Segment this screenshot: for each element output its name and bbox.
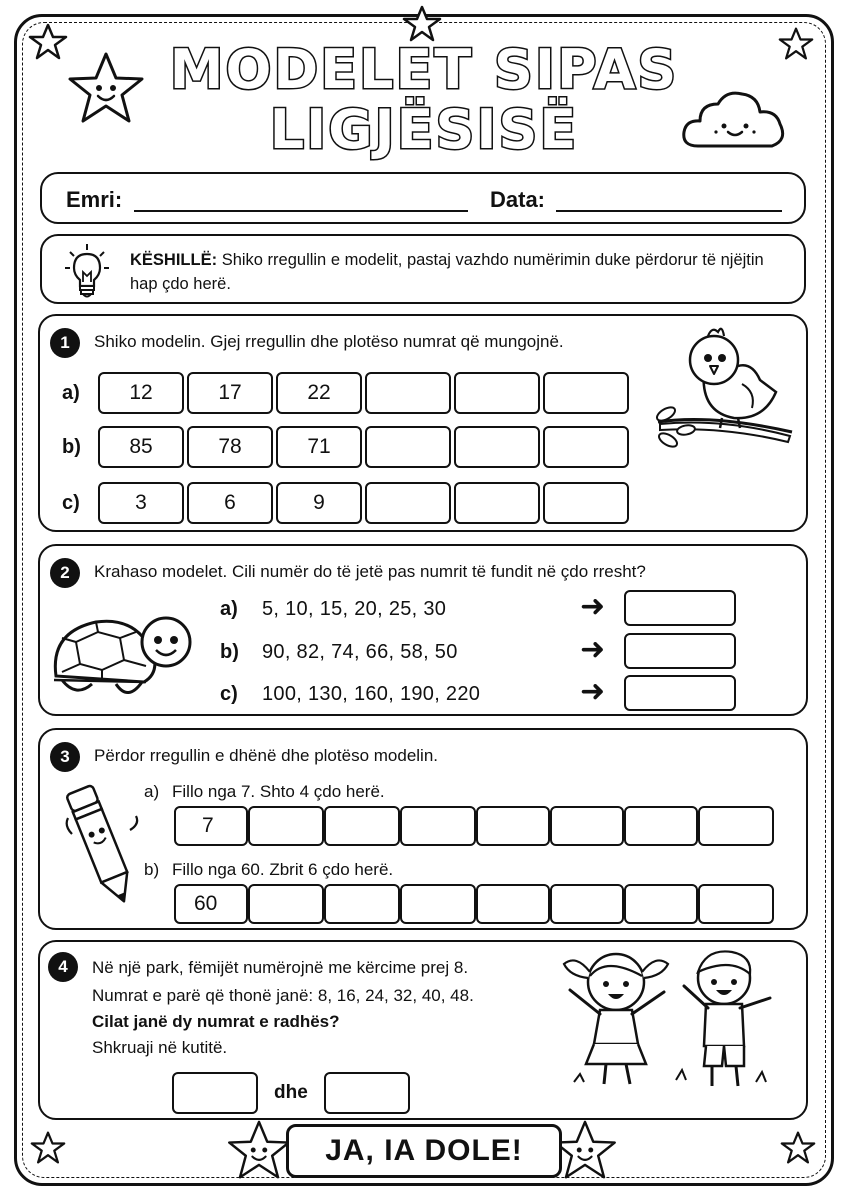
row-label: c) [220,683,238,705]
arrow-right-icon: ➜ [580,633,606,666]
answer-cell[interactable] [476,806,550,846]
part-label: b) [144,860,160,879]
name-field[interactable] [134,210,468,212]
start-cell: 60 [174,884,248,924]
pattern-cell: 85 [98,426,184,468]
answer-box[interactable] [172,1072,258,1114]
bird-illustration [652,322,800,458]
part-label: a) [144,782,160,801]
tip-body: Shiko rregullin e modelit, pastaj vazhdo numërimin duke përdorur të njëjtin hap çdo herë. [130,251,764,293]
number-sequence: 90, 82, 74, 66, 58, 50 [262,641,458,663]
answer-cell[interactable] [698,806,774,846]
answer-box[interactable] [624,675,736,711]
section-3 [38,728,808,930]
answer-box[interactable] [624,590,736,626]
section-number: 4 [48,952,78,982]
pattern-cell: 9 [276,482,362,524]
answer-cell[interactable] [476,884,550,924]
arrow-right-icon: ➜ [580,590,606,623]
pattern-cell: 3 [98,482,184,524]
star-icon [30,1130,66,1166]
pattern-cell: 78 [187,426,273,468]
answer-cell[interactable] [400,884,476,924]
row-label: c) [62,492,80,514]
section-2 [38,544,808,716]
pattern-cell: 71 [276,426,362,468]
star-icon [780,1130,816,1166]
problem-text: Shkruaji në kutitë. [92,1038,228,1057]
answer-cell[interactable] [624,884,698,924]
section-instruction: Shiko modelin. Gjej rregullin dhe plotëso numrat që mungojnë. [94,332,564,351]
answer-cell[interactable] [248,806,324,846]
lightbulb-icon [64,242,110,300]
answer-box[interactable] [624,633,736,669]
pattern-cell: 17 [187,372,273,414]
answer-cell[interactable] [698,884,774,924]
pattern-cell: 12 [98,372,184,414]
number-sequence: 100, 130, 160, 190, 220 [262,683,481,705]
answer-cell[interactable] [324,806,400,846]
problem-text: Në një park, fëmijët numërojnë me kërcime prej 8. [92,958,469,977]
row-label: b) [220,641,239,663]
answer-cell[interactable] [365,426,451,468]
row-label: a) [220,598,238,620]
start-cell: 7 [174,806,248,846]
smiling-star-icon [226,1118,292,1182]
date-field[interactable] [556,210,782,212]
problem-text: Numrat e parë që thonë janë: 8, 16, 24, 32, 40, 48. [92,986,474,1005]
pencil-illustration [60,782,146,912]
answer-box[interactable] [324,1072,410,1114]
section-number: 2 [50,558,80,588]
section-1 [38,314,808,532]
number-sequence: 5, 10, 15, 20, 25, 30 [262,598,447,620]
section-number: 1 [50,328,80,358]
answer-cell[interactable] [400,806,476,846]
answer-cell[interactable] [365,372,451,414]
answer-cell[interactable] [550,884,624,924]
congrats-banner: JA, IA DOLE! [286,1124,562,1178]
answer-cell[interactable] [543,426,629,468]
answer-cell[interactable] [454,372,540,414]
children-illustration [556,942,786,1098]
answer-cell[interactable] [248,884,324,924]
part-instruction: Fillo nga 7. Shto 4 çdo herë. [172,782,385,801]
row-label: b) [62,436,81,458]
answer-cell[interactable] [543,372,629,414]
answer-cell[interactable] [624,806,698,846]
name-date-box [40,172,806,224]
arrow-right-icon: ➜ [580,675,606,708]
answer-cell[interactable] [324,884,400,924]
problem-question: Cilat janë dy numrat e radhës? [92,1012,340,1031]
section-instruction: Përdor rregullin e dhënë dhe plotëso modelin. [94,746,439,765]
tip-text [130,248,790,296]
row-label: a) [62,382,80,404]
tip-box [40,234,806,304]
answer-cell[interactable] [543,482,629,524]
section-number: 3 [50,742,80,772]
pattern-cell: 22 [276,372,362,414]
answer-cell[interactable] [454,426,540,468]
page-title-line1: MODELET SIPAS [169,38,679,101]
pattern-cell: 6 [187,482,273,524]
name-label: Emri: [66,187,123,212]
section-instruction: Krahaso modelet. Cili numër do të jetë pas numrit të fundit në çdo rresht? [94,562,646,581]
tip-label: KËSHILLË: [130,251,218,269]
answer-cell[interactable] [454,482,540,524]
conjunction-label: dhe [274,1082,308,1103]
turtle-illustration [46,602,196,708]
date-label: Data: [490,187,546,212]
part-instruction: Fillo nga 60. Zbrit 6 çdo herë. [172,860,394,879]
answer-cell[interactable] [365,482,451,524]
page-title-line2: LIGJËSISË [269,98,579,161]
answer-cell[interactable] [550,806,624,846]
